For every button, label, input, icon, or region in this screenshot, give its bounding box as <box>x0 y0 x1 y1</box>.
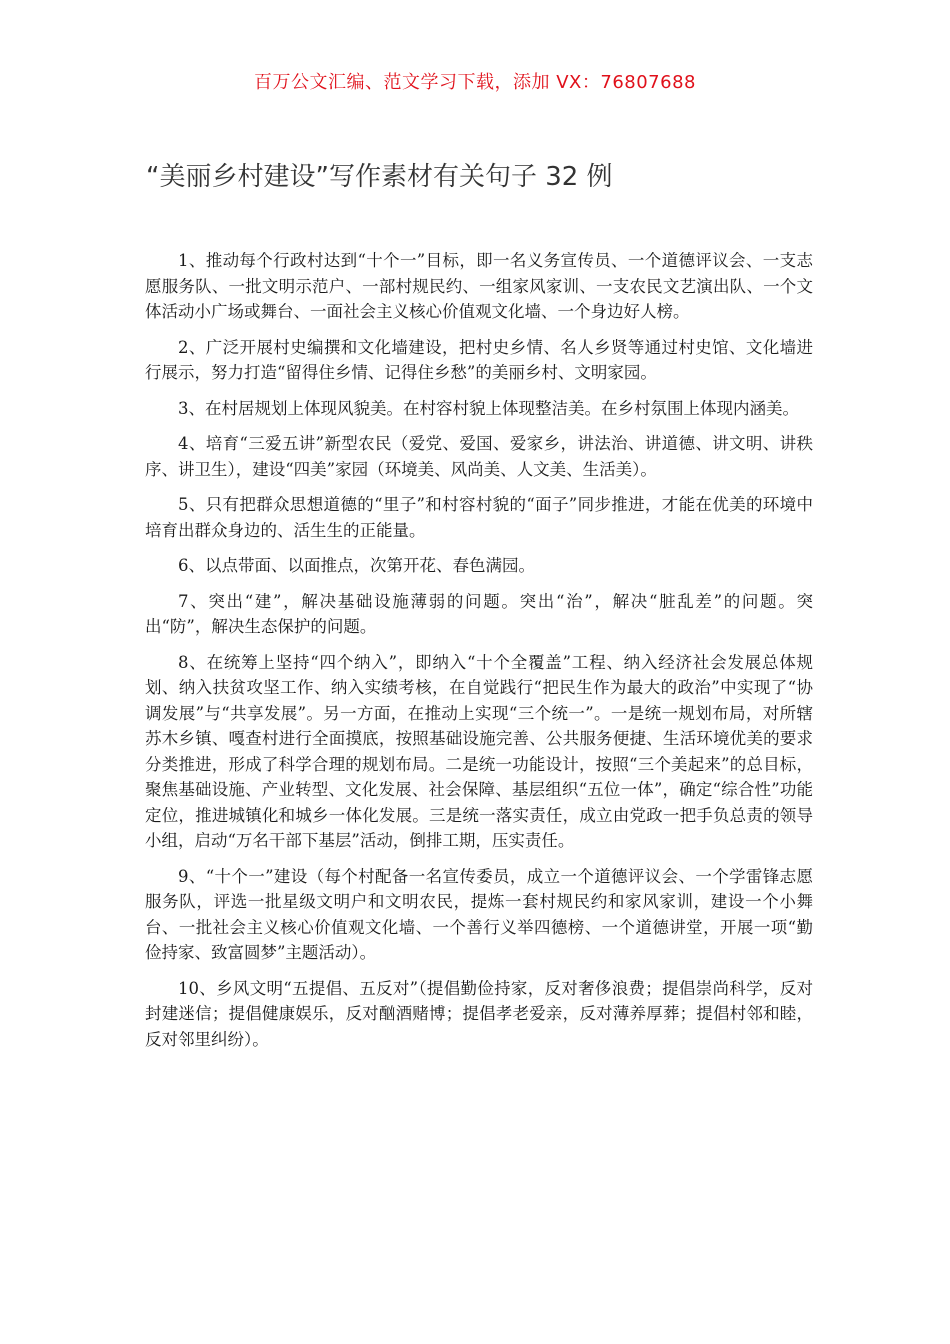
paragraph: 2、广泛开展村史编撰和文化墙建设，把村史乡情、名人乡贤等通过村史馆、文化墙进行展示，努力打造“留得住乡情、记得住乡愁”的美丽乡村、文明家园。 <box>145 337 813 382</box>
paragraph: 9、“十个一”建设（每个村配备一名宣传委员，成立一个道德评议会、一个学雷锋志愿服务队，评选一批星级文明户和文明农民，提炼一套村规民约和家风家训，建设一个小舞台、一批社会主义核心价值观文化墙、一个善行义举四德榜、一个道德讲堂，开展一项“勤俭持家、致富圆梦”主题活动）。 <box>145 866 813 962</box>
paragraph: 6、以点带面、以面推点，次第开花、春色满园。 <box>178 556 535 575</box>
paragraph: 5、只有把群众思想道德的“里子”和村容村貌的“面子”同步推进，才能在优美的环境中培育出群众身边的、活生生的正能量。 <box>145 495 813 540</box>
paragraph: 10、乡风文明“五提倡、五反对”（提倡勤俭持家，反对奢侈浪费；提倡崇尚科学，反对封建迷信；提倡健康娱乐，反对酗酒赌博；提倡孝老爱亲，反对薄养厚葬；提倡村邻和睦，反对邻里纠纷）。 <box>145 978 813 1049</box>
document-body <box>145 248 813 1062</box>
paragraph: 3、在村居规划上体现风貌美。在村容村貌上体现整洁美。在乡村氛围上体现内涵美。 <box>178 398 799 418</box>
header-banner: 百万公文汇编、范文学习下载，添加 VX：76807688 <box>254 72 696 93</box>
paragraph: 1、推动每个行政村达到“十个一”目标，即一名义务宣传员、一个道德评议会、一支志愿服务队、一批文明示范户、一部村规民约、一组家风家训、一支农民文艺演出队、一个文体活动小广场或舞台、一面社会主义核心价值观文化墙、一个身边好人榜。 <box>145 251 813 321</box>
document-title: “美丽乡村建设”写作素材有关句子 32 例 <box>146 162 613 192</box>
paragraph: 7、突出“建”，解决基础设施薄弱的问题。突出“治”，解决“脏乱差”的问题。突出“防”，解决生态保护的问题。 <box>145 591 813 636</box>
paragraph: 8、在统筹上坚持“四个纳入”，即纳入“十个全覆盖”工程、纳入经济社会发展总体规划、纳入扶贫攻坚工作、纳入实绩考核，在自觉践行“把民生作为最大的政治”中实现了“协调发展”与“共享发展”。另一方面，在推动上实现“三个统一”。一是统一规划布局，对所辖苏木乡镇、嘎查村进行全面摸底，按照基础设施完善、公共服务便捷、生活环境优美的要求分类推进，形成了科学合理的规划布局。二是统一功能设计，按照“三个美起来”的总目标，聚焦基础设施、产业转型、文化发展、社会保障、基层组织“五位一体”，确定“综合性”功能定位，推进城镇化和城乡一体化发展。三是统一落实责任，成立由党政一把手负总责的领导小组，启动“万名干部下基层”活动，倒排工期，压实责任。 <box>145 652 813 850</box>
paragraph: 4、培育“三爱五讲”新型农民（爱党、爱国、爱家乡，讲法治、讲道德、讲文明、讲秩序、讲卫生），建设“四美”家园（环境美、风尚美、人文美、生活美）。 <box>145 434 813 479</box>
